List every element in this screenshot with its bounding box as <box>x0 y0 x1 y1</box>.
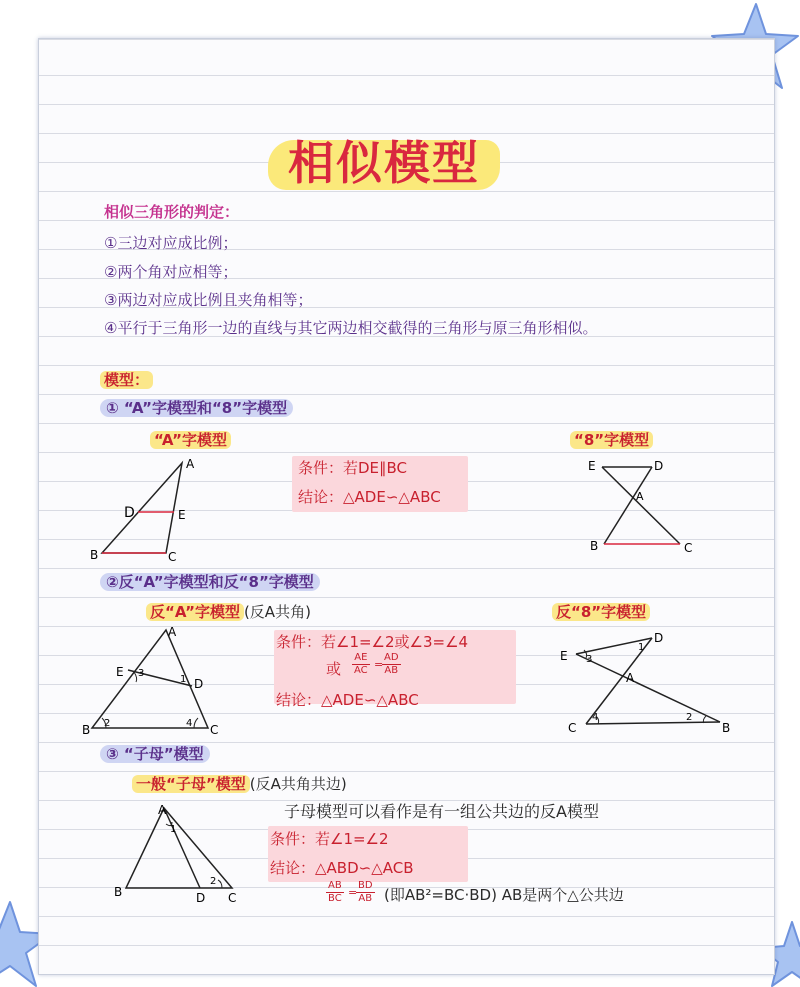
section2-ratio-eq: = <box>374 658 384 671</box>
reverse-a-angle-4: 4 <box>186 718 193 729</box>
reverse-a-angle-2: 2 <box>104 718 111 729</box>
reverse-a-label-c: C <box>210 723 219 737</box>
reverse-eight-angle-2: 2 <box>686 712 693 723</box>
eight-model-label-e: E <box>588 459 596 473</box>
reverse-eight-diagram <box>556 630 736 740</box>
criteria-heading: 相似三角形的判定： <box>104 203 240 221</box>
section2-conclusion: 结论：△ADE∽△ABC <box>276 691 419 709</box>
section2-ratio-right <box>382 652 401 677</box>
mother-child-angle-2: 2 <box>210 876 217 887</box>
section3-ratio-eq: = <box>348 886 358 899</box>
criteria-item-1: ①三边对应成比例； <box>104 234 238 252</box>
section3-sub-note: (反A共角共边) <box>249 775 347 793</box>
section3-description: 子母模型可以看作是有一组公共边的反A模型 <box>284 802 599 821</box>
mother-child-diagram <box>110 800 250 906</box>
section2-a-note: (反A共角) <box>243 603 311 621</box>
section3-ratio-left-den: BC <box>328 893 342 904</box>
reverse-a-label-e: E <box>116 665 124 679</box>
reverse-eight-label-a: A <box>626 671 635 685</box>
section2-a-title <box>146 602 311 622</box>
eight-model-label-d: D <box>654 459 664 473</box>
mother-child-label-c: C <box>228 891 237 905</box>
reverse-a-angle-3: 3 <box>138 668 145 679</box>
section2-heading-text: ②反“A”字模型和反“8”字模型 <box>100 573 320 591</box>
section1-conclusion: 结论：△ADE∽△ABC <box>298 488 441 506</box>
criteria-item-4: ④平行于三角形一边的直线与其它两边相交截得的三角形与原三角形相似。 <box>104 319 598 337</box>
section2-eight-title <box>552 602 650 622</box>
section2-ratio-left-num: AE <box>352 652 370 665</box>
section1-condition: 条件：若DE∥BC <box>298 459 408 477</box>
reverse-eight-angle-4: 4 <box>592 712 599 723</box>
a-model-diagram <box>84 455 204 565</box>
section2-condition: 条件：若∠1=∠2或∠3=∠4 <box>276 633 469 651</box>
section1-eight-title <box>570 430 653 450</box>
criteria-item-2: ②两个角对应相等； <box>104 263 238 281</box>
section3-ratio-left <box>326 880 344 905</box>
models-heading <box>100 370 153 390</box>
section2-a-title-text: 反“A”字模型 <box>146 603 244 621</box>
page-title: 相似模型 <box>288 136 480 190</box>
reverse-eight-angle-1: 1 <box>638 642 645 653</box>
a-model-label-c: C <box>168 550 177 564</box>
mother-child-label-a: A <box>158 803 167 817</box>
a-model-label-d: D <box>124 505 135 521</box>
eight-model-label-c: C <box>684 541 693 555</box>
section2-ratio-left <box>352 652 370 677</box>
section1-heading-text: ① “A”字模型和“8”字模型 <box>100 399 293 417</box>
a-model-label-e: E <box>178 508 186 522</box>
a-model-label-b: B <box>90 548 99 562</box>
section2-ratio-right-num: AD <box>384 652 399 663</box>
section3-ratio-right-den: AB <box>358 893 373 904</box>
section3-ratio-left-num: AB <box>328 880 342 891</box>
mother-child-label-b: B <box>114 885 123 899</box>
section1-a-title-text: “A”字模型 <box>150 431 231 449</box>
section2-eight-title-text: 反“8”字模型 <box>552 603 650 621</box>
title-block <box>268 132 500 194</box>
section3-heading-text: ③ “子母”模型 <box>100 745 210 763</box>
section2-or-label: 或 <box>326 660 342 678</box>
reverse-eight-label-c: C <box>568 721 577 735</box>
section3-sub-title <box>132 774 347 794</box>
reverse-eight-label-e: E <box>560 649 568 663</box>
eight-model-diagram <box>584 452 704 562</box>
section2-ratio-left-den: AC <box>354 665 368 676</box>
reverse-a-diagram <box>80 622 230 740</box>
section3-heading <box>100 744 210 764</box>
eight-model-label-b: B <box>590 539 599 553</box>
section2-ratio-right-den: AB <box>384 665 399 676</box>
section3-condition: 条件：若∠1=∠2 <box>270 830 389 848</box>
reverse-eight-label-d: D <box>654 631 664 645</box>
reverse-a-label-d: D <box>194 677 204 691</box>
section3-conclusion: 结论：△ABD∽△ACB <box>270 859 414 877</box>
criteria-item-3: ③两边对应成比例且夹角相等； <box>104 291 313 309</box>
reverse-eight-angle-3: 3 <box>586 654 593 665</box>
a-model-label-a: A <box>186 457 195 471</box>
reverse-a-label-a: A <box>168 625 177 639</box>
mother-child-angle-1: 1 <box>170 824 177 835</box>
section3-sub-title-text: 一般“子母”模型 <box>132 775 250 793</box>
section3-ratio-note: (即AB²=BC·BD) AB是两个△公共边 <box>384 886 624 904</box>
section3-ratio-right <box>356 880 375 905</box>
section3-ratio-right-num: BD <box>358 880 373 891</box>
models-heading-text: 模型： <box>100 371 153 389</box>
section1-eight-title-text: “8”字模型 <box>570 431 653 449</box>
mother-child-label-d: D <box>196 891 206 905</box>
reverse-eight-label-b: B <box>722 721 731 735</box>
section2-heading <box>100 572 320 592</box>
reverse-a-angle-1: 1 <box>180 674 187 685</box>
reverse-a-label-b: B <box>82 723 91 737</box>
section1-heading <box>100 398 293 418</box>
section1-a-title <box>150 430 231 450</box>
eight-model-label-a: A <box>636 490 644 503</box>
